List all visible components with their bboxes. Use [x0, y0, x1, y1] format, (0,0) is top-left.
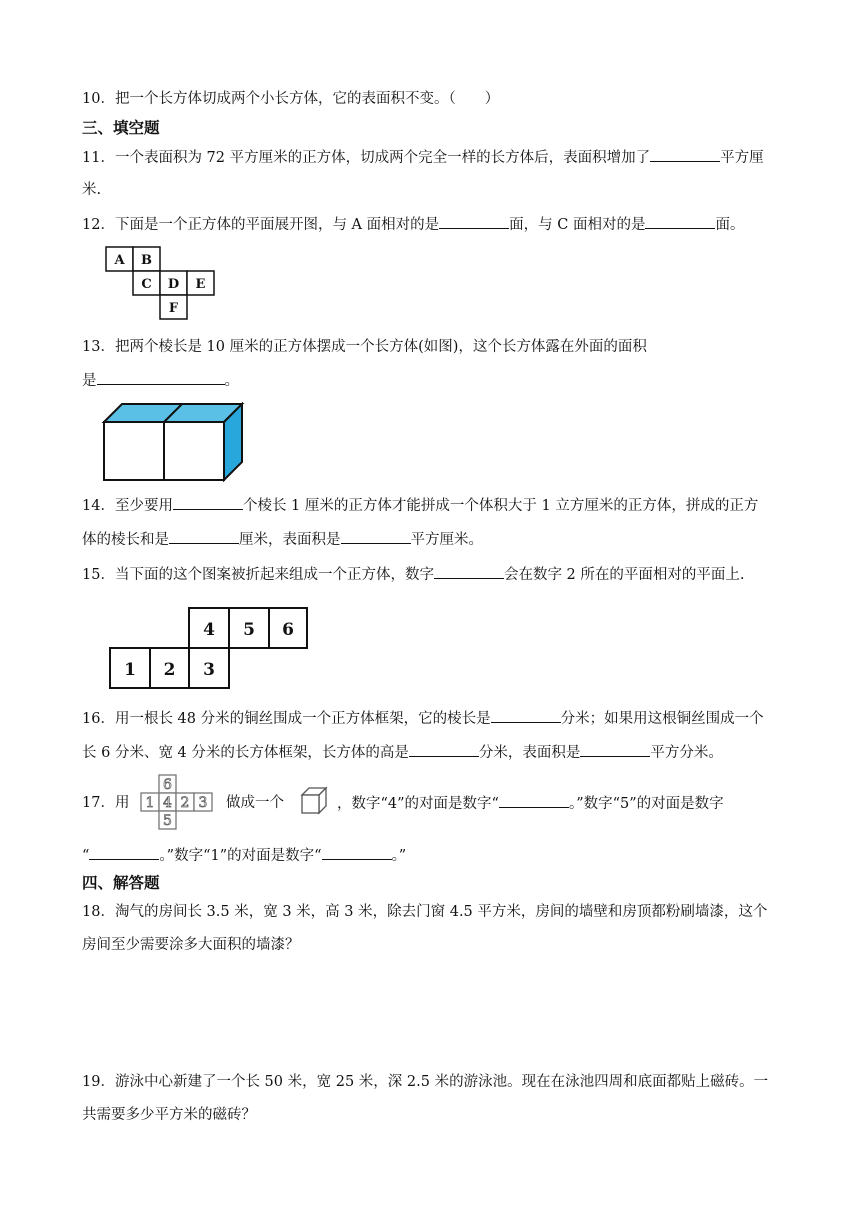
- question-12-text: 面。: [715, 217, 745, 233]
- question-11-text: 平方厘: [720, 150, 764, 166]
- net-label: 2: [163, 660, 176, 680]
- net-label: 5: [243, 620, 255, 640]
- cube-net-figure-17: [136, 774, 218, 832]
- question-11-text: 米.: [82, 182, 102, 198]
- question-11: [82, 147, 764, 168]
- answer-blank[interactable]: [650, 147, 720, 162]
- question-17-text: 17．用: [82, 795, 130, 811]
- question-10-text: 10．把一个长方体切成两个小长方体，它的表面积不变。（ ）: [82, 91, 500, 107]
- question-19: [82, 1072, 768, 1092]
- question-11-text: 11．一个表面积为 72 平方厘米的正方体，切成两个完全一样的长方体后，表面积增加了: [82, 150, 651, 166]
- question-16-text: 16．用一根长 48 分米的铜丝围成一个正方体框架，它的棱长是: [82, 711, 491, 727]
- answer-blank[interactable]: [434, 564, 504, 579]
- question-16-text: 分米，表面积是: [478, 745, 581, 761]
- answer-blank[interactable]: [499, 793, 569, 808]
- question-10: [82, 89, 499, 109]
- question-16-text: 分米；如果用这根铜丝围成一个: [560, 711, 764, 727]
- question-15: [82, 564, 745, 585]
- net-label: 6: [163, 777, 172, 793]
- question-14-text: 平方厘米。: [410, 532, 483, 548]
- question-16: [82, 708, 764, 729]
- answer-blank[interactable]: [439, 214, 509, 229]
- question-17-text: 。”数字“1”的对面是数字“: [159, 848, 322, 864]
- section-4-title: 四、解答题: [82, 874, 160, 892]
- section-3-title: 三、填空题: [82, 119, 160, 137]
- question-18: [82, 902, 767, 922]
- question-19-text: 19．游泳中心新建了一个长 50 米，宽 25 米，深 2.5 米的游泳池。现在在泳池四周和底面都贴上磁砖。一: [82, 1074, 769, 1090]
- cube-net-figure-12: [105, 246, 217, 324]
- net-label: 4: [163, 795, 172, 811]
- question-13-text: 是: [82, 373, 97, 389]
- answer-blank[interactable]: [89, 845, 159, 860]
- net-label: 4: [203, 620, 215, 640]
- question-13-cont: [82, 370, 239, 391]
- answer-blank[interactable]: [645, 214, 715, 229]
- question-13: [82, 337, 647, 357]
- question-17-text: 做成一个: [226, 795, 284, 811]
- question-17-text: ，数字“4”的对面是数字“: [337, 796, 499, 812]
- question-12-text: 面，与 C 面相对的是: [509, 217, 646, 233]
- net-label: 5: [163, 813, 172, 829]
- net-label: 3: [198, 795, 208, 811]
- answer-blank[interactable]: [97, 370, 225, 385]
- net-label: 1: [145, 795, 155, 811]
- cuboid-figure-13: [103, 403, 245, 483]
- net-label: F: [168, 301, 179, 316]
- question-19-text: 共需要多少平方米的磁砖？: [82, 1107, 256, 1123]
- question-17-text: 。”: [391, 848, 407, 864]
- question-15-text: 15．当下面的这个图案被折起来组成一个正方体，数字: [82, 567, 434, 583]
- question-12-text: 12．下面是一个正方体的平面展开图，与 A 面相对的是: [82, 217, 440, 233]
- answer-blank[interactable]: [409, 742, 479, 757]
- question-17-mid: [226, 793, 284, 813]
- answer-blank[interactable]: [173, 495, 243, 510]
- cube-net-figure-15: [108, 607, 310, 691]
- question-17-start: [82, 793, 129, 813]
- answer-blank[interactable]: [580, 742, 650, 757]
- question-12: [82, 214, 744, 235]
- question-18-text: 房间至少需要涂多大面积的墙漆？: [82, 937, 300, 953]
- answer-blank[interactable]: [169, 529, 239, 544]
- question-14-text: 体的棱长和是: [82, 532, 169, 548]
- question-14-text: 厘米，表面积是: [239, 532, 341, 548]
- question-16-text: 平方分米。: [650, 745, 723, 761]
- answer-blank[interactable]: [322, 845, 392, 860]
- question-19-cont: [82, 1105, 256, 1125]
- question-11-cont: [82, 180, 101, 200]
- question-16-text: 长 6 分米、宽 4 分米的长方体框架，长方体的高是: [82, 745, 409, 761]
- cube-icon: [300, 786, 330, 816]
- question-18-text: 18．淘气的房间长 3.5 米，宽 3 米，高 3 米，除去门窗 4.5 平方米，房间的墙壁和房顶都粉刷墙漆，这个: [82, 904, 768, 920]
- question-17-text: “: [82, 848, 90, 864]
- net-label: D: [167, 277, 180, 292]
- question-15-text: 会在数字 2 所在的平面相对的平面上.: [503, 567, 745, 583]
- question-14: [82, 495, 758, 516]
- net-label: 1: [124, 660, 136, 680]
- question-14-text: 14．至少要用: [82, 498, 173, 514]
- net-label: 2: [180, 795, 190, 811]
- answer-blank[interactable]: [341, 529, 411, 544]
- question-14-cont: [82, 529, 483, 550]
- net-label: 3: [203, 660, 215, 680]
- question-16-cont: [82, 742, 723, 763]
- question-18-cont: [82, 935, 300, 955]
- question-13-text: 13．把两个棱长是 10 厘米的正方体摆成一个长方体(如图)，这个长方体露在外面的面积: [82, 339, 647, 355]
- net-label: B: [141, 253, 152, 268]
- answer-blank[interactable]: [491, 708, 561, 723]
- net-label: E: [195, 277, 206, 292]
- question-14-text: 个棱长 1 厘米的正方体才能拼成一个体积大于 1 立方厘米的正方体，拼成的正方: [242, 498, 759, 514]
- net-label: 6: [282, 620, 294, 640]
- question-17-rest: [337, 793, 724, 814]
- question-13-text: 。: [224, 373, 239, 389]
- question-17-cont: [82, 845, 406, 866]
- net-label: C: [141, 277, 152, 292]
- question-17-text: 。”数字“5”的对面是数字: [568, 796, 724, 812]
- net-label: A: [114, 253, 125, 268]
